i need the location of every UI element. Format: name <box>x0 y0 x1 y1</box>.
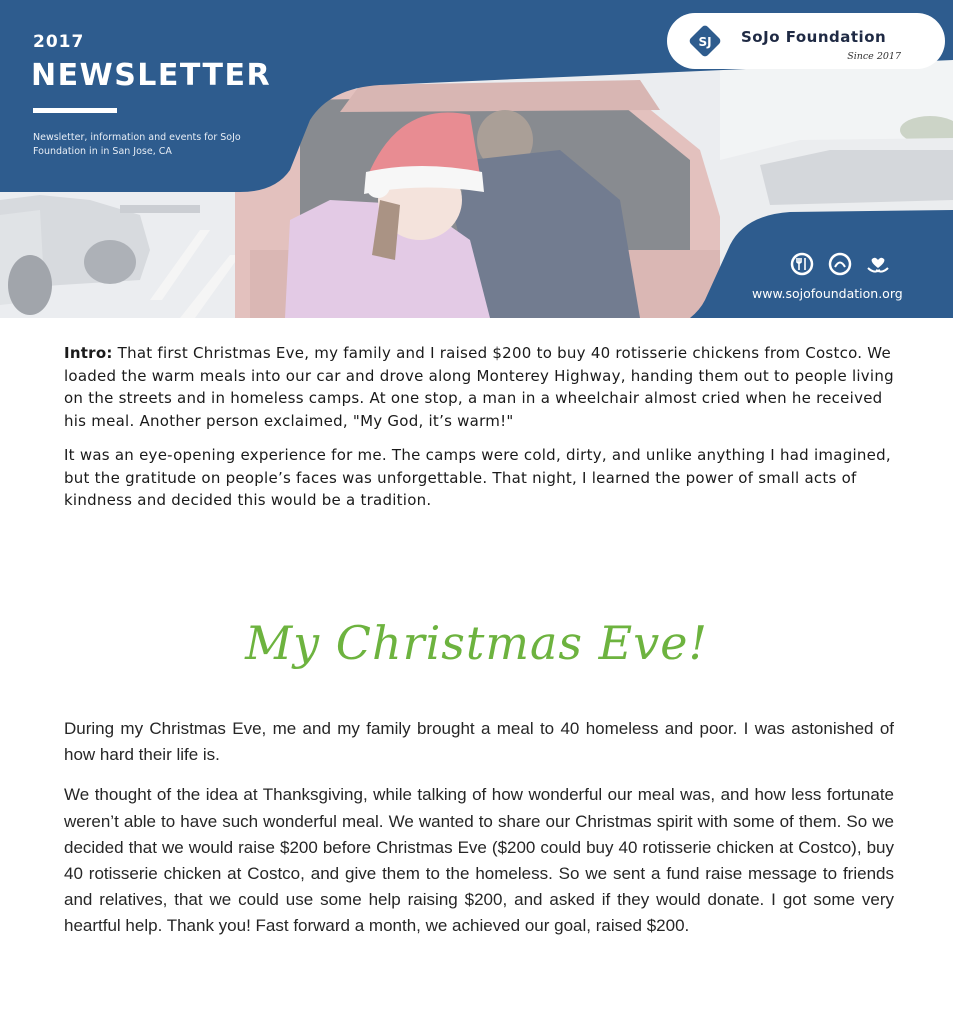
article-body <box>64 716 894 954</box>
brand-since: Since 2017 <box>847 51 901 62</box>
website-link[interactable]: www.sojofoundation.org <box>752 286 903 301</box>
article-paragraph: We thought of the idea at Thanksgiving, while talking of how wonderful our meal was, and how less fortunate weren’t able to have such wonderful meal. We wanted to share our Christmas spirit with some of them. So we decided that we would raise $200 before Christmas Eve ($200 could buy 40 rotisserie chicken at Costco), buy 40 rotisserie chicken at Costco, and give them to the homeless. So we sent a fund raise message to friends and relatives, that we could use some help raising $200, and asked if they would donate. I got some very heartful help. Thank you! Fast forward a month, we achieved our goal, raised $200. <box>64 785 894 936</box>
brand-badge[interactable] <box>667 13 945 69</box>
title-underline <box>33 108 117 113</box>
newsletter-banner <box>0 0 953 318</box>
sojo-logo-icon <box>689 25 721 57</box>
meal-icon <box>790 252 814 276</box>
article-paragraph: During my Christmas Eve, me and my family brought a meal to 40 homeless and poor. I was astonished of how hard their life is. <box>64 719 894 765</box>
intro-section <box>64 342 894 524</box>
intro-paragraph <box>64 342 894 432</box>
intro-paragraph-2: It was an eye-opening experience for me. The camps were cold, dirty, and unlike anything I had imagined, but the gratitude on people’s faces was unforgettable. That night, I learned the power of small acts of kindness and decided this would be a tradition. <box>64 446 891 509</box>
hands-icon <box>828 252 852 276</box>
intro-lead: Intro: <box>64 344 113 362</box>
intro-text: That first Christmas Eve, my family and I raised $200 to buy 40 rotisserie chickens from Costco. We loaded the warm meals into our car and drove along Monterey Highway, handing them out to people living on the streets and in homeless camps. At one stop, a man in a wheelchair almost cried when he received his meal. Another person exclaimed, "My God, it’s warm!" <box>64 344 894 430</box>
service-icons <box>790 250 900 278</box>
newsletter-subtitle: Newsletter, information and events for SoJo Foundation in in San Jose, CA <box>33 132 241 157</box>
newsletter-year: 2017 <box>33 32 85 52</box>
article-title: My Christmas Eve! <box>245 616 708 670</box>
brand-name: SoJo Foundation <box>741 28 887 46</box>
newsletter-title: NEWSLETTER <box>31 58 272 93</box>
svg-text:SJ: SJ <box>698 35 712 49</box>
heart-hands-icon <box>866 252 890 276</box>
